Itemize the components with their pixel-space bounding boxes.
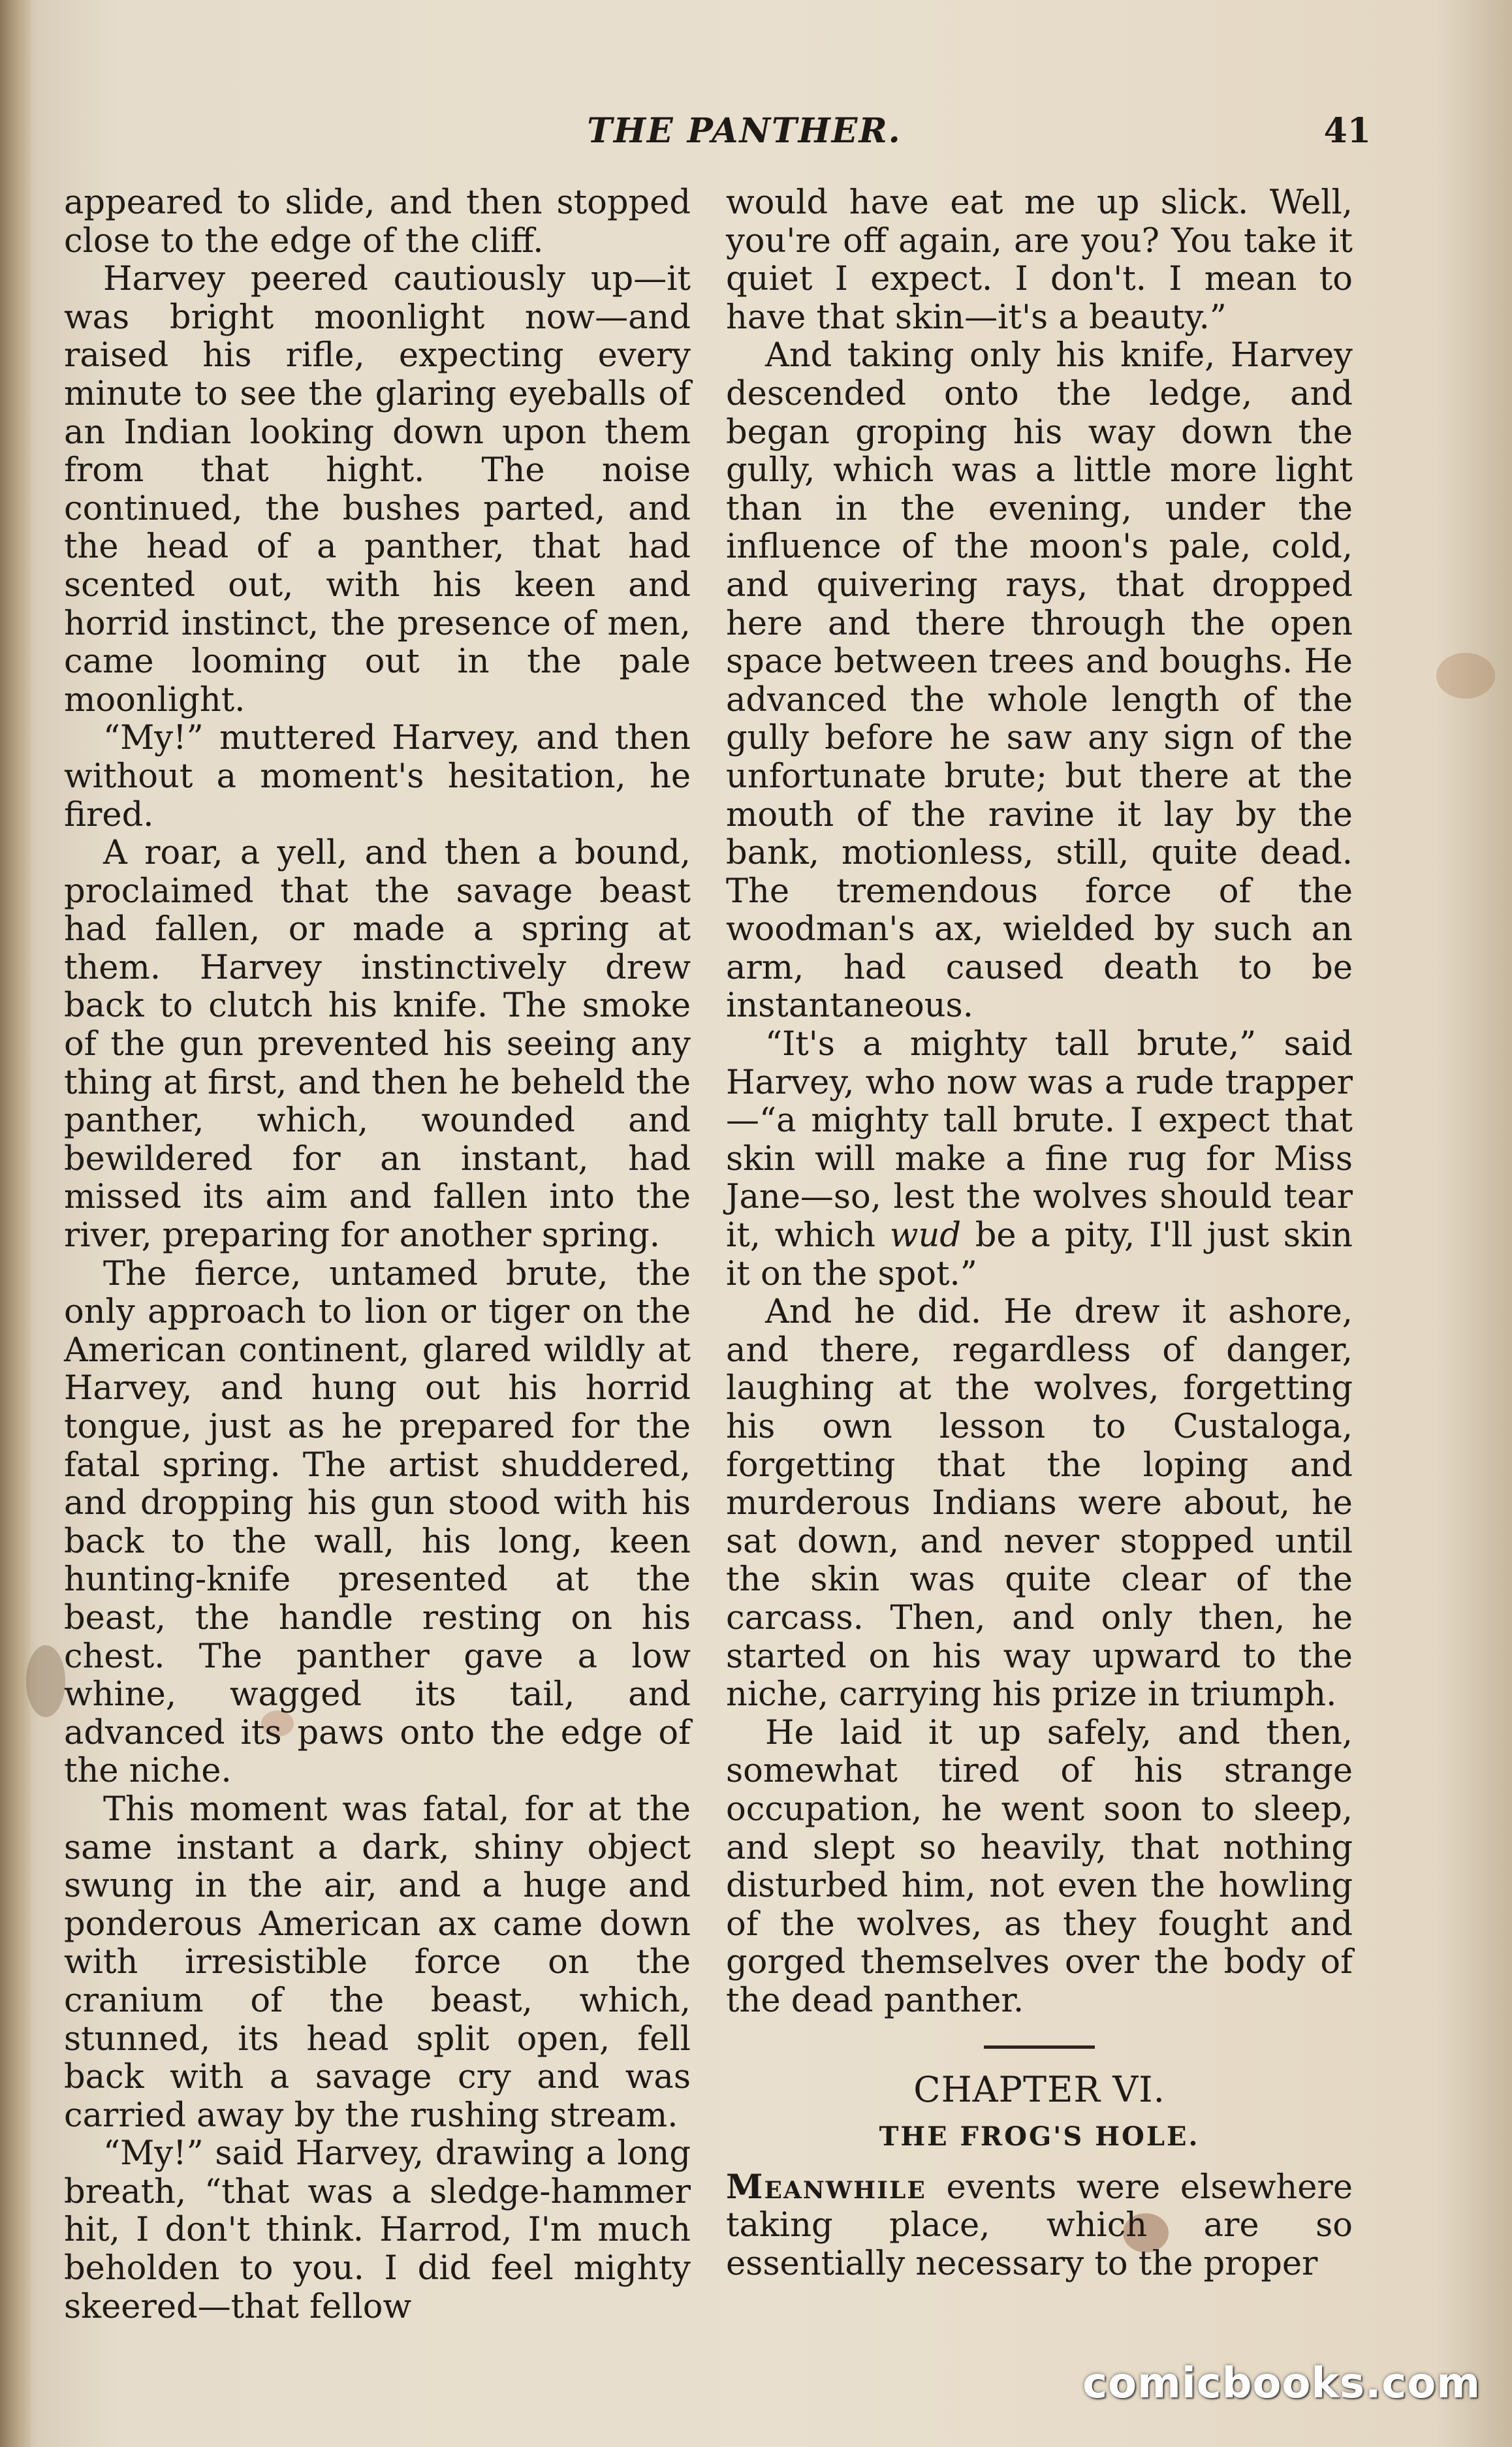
paragraph (726, 2168, 1353, 2284)
paragraph: A roar, a yell, and then a bound, proclaimed that the savage beast had fallen, or made a spring at them. Harvey instinctively drew back to clutch his knife. The smoke of the gun prevented his seeing any thing at first, and then he beheld the panther, which, wounded and bewildered for an instant, had missed its aim and fallen into the river, preparing for another spring. (64, 834, 691, 1255)
left-column (64, 184, 691, 2326)
running-title: THE PANTHER. (587, 111, 902, 151)
paragraph-text: be a pity, I'll just skin it on the spot.” (726, 1216, 1353, 1293)
paragraph-text: “It's a mighty tall brute,” said Harvey, who now was a rude trapper—“a mighty tall brute. I expect that skin will make a fine rug for Miss Jane—so, lest the wolves should tear it, which (726, 1025, 1353, 1255)
emphasis-text: wud (889, 1216, 961, 1255)
page-number: 41 (1323, 111, 1371, 151)
chapter-title: CHAPTER VI. (913, 2068, 1165, 2110)
binding-edge (0, 0, 31, 2447)
watermark-text: comicbooks.com (1082, 2360, 1481, 2408)
paragraph: And he did. He drew it ashore, and there, regardless of danger, laughing at the wolves, forgetting his own lesson to Custaloga, forgetting that the loping and murderous Indians were about, he sat down, and never stopped until the skin was quite clear of the carcass. Then, and only then, he started on his way upward to the niche, carrying his prize in triumph. (726, 1293, 1353, 1714)
paragraph: Harvey peered cautiously up—it was bright moonlight now—and raised his rifle, expecting every minute to see the glaring eyeballs of an Indian looking down upon them from that hight. The noise continued, the bushes parted, and the head of a panther, that had scented out, with his keen and horrid instinct, the presence of men, came looming out in the pale moonlight. (64, 260, 691, 719)
paragraph: “My!” said Harvey, drawing a long breath, “that was a sledge-hammer hit, I don't think. Harrod, I'm much beholden to you. I did feel mighty skeered—that fellow (64, 2134, 691, 2326)
paragraph: And taking only his knife, Harvey descended onto the ledge, and began groping his way down the gully, which was a little more light than in the evening, under the influence of the moon's pale, cold, and quivering rays, that dropped here and there through the open space between trees and boughs. He advanced the whole length of the gully before he saw any sign of the unfortunate brute; but there at the mouth of the ravine it lay by the bank, motionless, still, quite dead. The tremendous force of the woodman's ax, wielded by such an arm, had caused death to be instantaneous. (726, 336, 1353, 1026)
opening-word: Meanwhile (726, 2167, 926, 2207)
paragraph: appeared to slide, and then stopped close to the edge of the cliff. (64, 183, 691, 260)
paper-stain (26, 1645, 65, 1717)
paragraph: He laid it up safely, and then, somewhat tired of his strange occupation, he went soon to sleep, and slept so heavily, that nothing disturbed him, not even the howling of the wolves, as they fought and gorged themselves over the body of the dead panther. (726, 1713, 1353, 2020)
paragraph (726, 1026, 1353, 1293)
paragraph: would have eat me up slick. Well, you're off again, are you? You take it quiet I expect. I don't. I mean to have that skin—it's a beauty.” (726, 183, 1353, 337)
chapter-subtitle: THE FROG'S HOLE. (879, 2121, 1200, 2153)
paragraph: This moment was fatal, for at the same instant a dark, shiny object swung in the air, and a huge and ponderous American ax came down with irresistible force on the cranium of the beast, which, stunned, its head split open, fell back with a savage cry and was carried away by the rushing stream. (64, 1790, 691, 2135)
paper-stain (1436, 653, 1495, 699)
paragraph-text: events were elsewhere taking place, which are so essentially necessary to the proper (726, 2168, 1353, 2283)
chapter-divider (984, 2045, 1095, 2049)
paragraph: “My!” muttered Harvey, and then without a moment's hesitation, he fired. (64, 719, 691, 834)
page-header (65, 111, 1371, 163)
right-column (726, 184, 1353, 2283)
paragraph: The fierce, untamed brute, the only approach to lion or tiger on the American continent, glared wildly at Harvey, and hung out his horrid tongue, just as he prepared for the fatal spring. The artist shuddered, and dropping his gun stood with his back to the wall, his long, keen hunting-knife presented at the beast, the handle resting on his chest. The panther gave a low whine, wagged its tail, and advanced its paws onto the edge of the niche. (64, 1254, 691, 1791)
